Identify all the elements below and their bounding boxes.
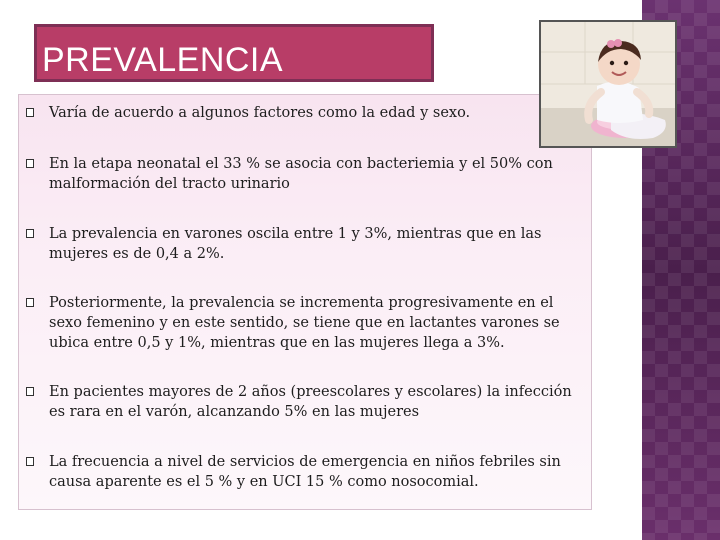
baby-illustration <box>541 22 675 146</box>
checkbox-bullet-icon <box>26 229 34 238</box>
slide-title: PREVALENCIA <box>42 41 284 79</box>
checkbox-bullet-icon <box>26 298 34 307</box>
checkbox-bullet-icon <box>26 159 34 168</box>
checkbox-bullet-icon <box>26 457 34 466</box>
title-box <box>34 24 434 82</box>
baby-photo <box>539 20 677 148</box>
checkbox-bullet-icon <box>26 108 34 117</box>
checkbox-bullet-icon <box>26 387 34 396</box>
